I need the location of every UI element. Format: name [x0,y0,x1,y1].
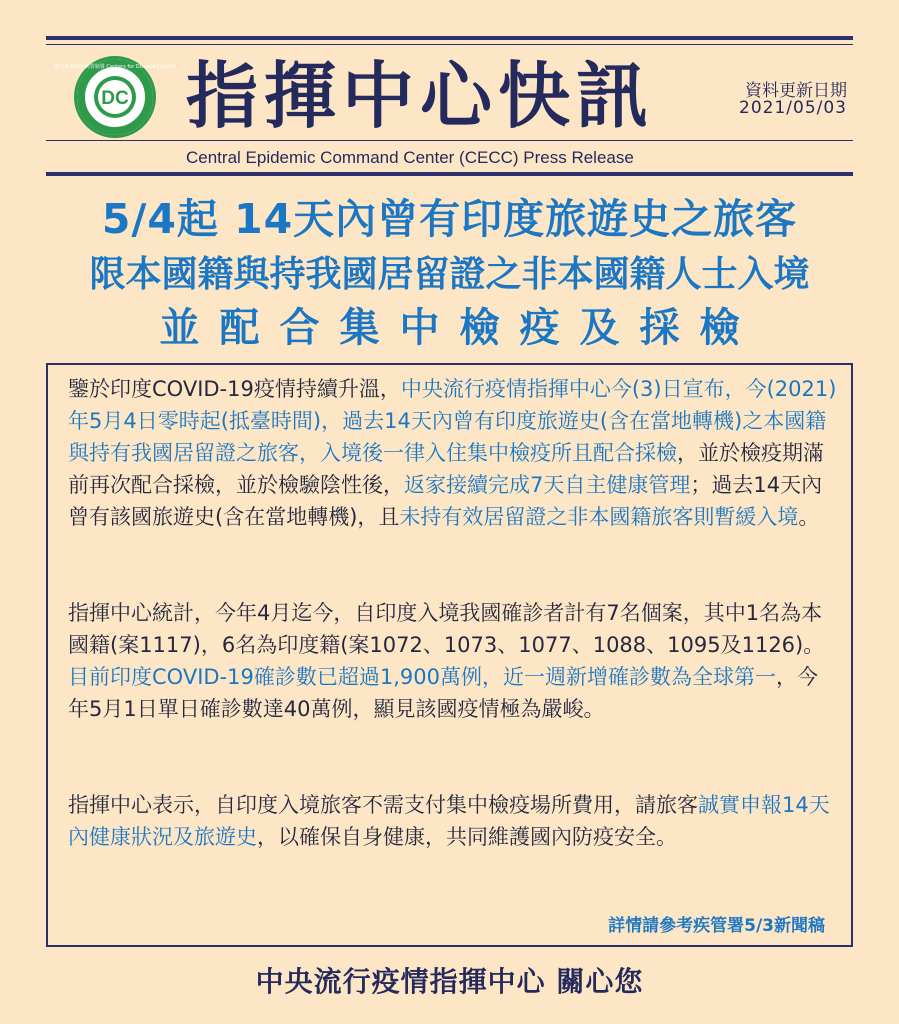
reference-note: 詳情請參考疾管署5/3新聞稿 [608,916,825,936]
cdc-logo [54,56,176,138]
logo-initials: DC [101,88,129,109]
logo-ring-text: 衛生福利部疾病管制署 Centers for Disease Control [54,64,176,70]
highlighted-text: 未持有效居留證之非本國籍旅客則暫緩入境 [399,505,799,529]
cdc-logo-icon [54,59,176,135]
title-rule-thick [46,172,853,176]
update-date-label: 資料更新日期 [745,81,847,101]
highlighted-text: 返家接續完成7天自主健康管理 [404,473,691,497]
body-text: 指揮中心表示，自印度入境旅客不需支付集中檢疫場所費用，請旅客 [68,793,698,817]
headline-line-3: 並配合集中檢疫及採檢 [159,305,760,351]
body-text: ，今年5月1日單日確診數達40萬例，顯見該國疫情極為嚴峻。 [68,665,818,721]
page-title: 指揮中心快訊 [186,54,655,138]
press-release-subtitle: Central Epidemic Command Center (CECC) Press Release [186,148,634,167]
top-rule-thin [46,44,853,45]
headline-line-1: 5/4起 14天內曾有印度旅遊史之旅客 [101,195,798,243]
title-rule-thin [46,140,853,141]
top-rule-thick [46,36,853,40]
highlighted-text: 目前印度COVID-19確診數已超過1,900萬例，近一週新增確診數為全球第一 [68,665,776,689]
highlighted-text: 中央流行疫情指揮中心今(3)日宣布，今(2021)年5月4日零時起(抵臺時間)，過去14天內曾有印度旅遊史(含在當地轉機)之本國籍與持有我國居留證之旅客，入境後一律入住集中檢疫所且配合採檢 [68,377,837,465]
body-text: ；過去14天內曾有該國旅遊史(含在當地轉機)，且 [68,473,823,529]
footer-message: 中央流行疫情指揮中心 關心您 [255,965,644,998]
paragraph-1 [68,373,838,533]
highlighted-text: 誠實申報14天內健康狀況及旅遊史 [68,793,830,849]
body-text: ，以確保自身健康，共同維護國內防疫安全。 [257,825,677,849]
headline-line-2: 限本國籍與持我國居留證之非本國籍人士入境 [89,254,810,295]
body-text: ，並於檢疫期滿前再次配合採檢，並於檢驗陰性後， [68,441,824,497]
body-text: 。 [798,505,820,529]
paragraph-2 [68,597,838,725]
body-text: 鑒於印度COVID-19疫情持續升溫， [68,377,401,401]
paragraph-3 [68,789,838,853]
update-date-value: 2021/05/03 [739,98,847,118]
body-text: 指揮中心統計，今年4月迄今，自印度入境我國確診者計有7名個案，其中1名為本國籍(案1117)，6名為印度籍(案1072、1073、1077、1088、1095及1126)。 [68,601,825,657]
